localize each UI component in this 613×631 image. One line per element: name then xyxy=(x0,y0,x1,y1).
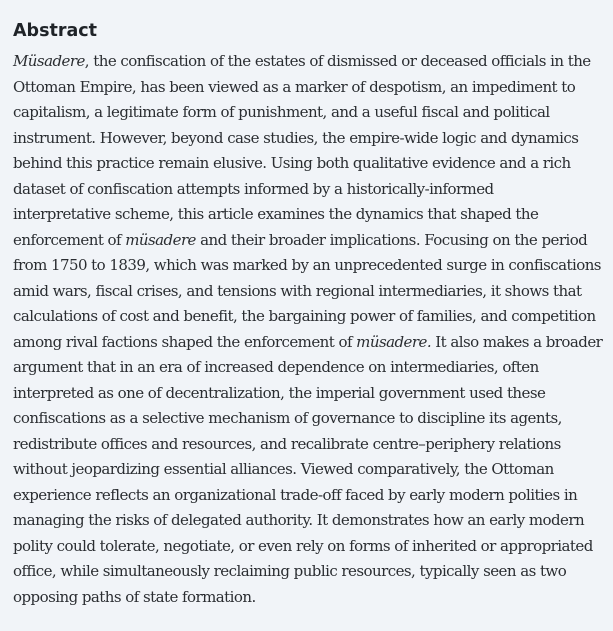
abstract-heading: Abstract xyxy=(13,21,98,41)
abstract-line xyxy=(13,202,607,228)
abstract-body xyxy=(13,49,607,610)
abstract-text: without jeopardizing essential alliances. Viewed comparatively, the Ottoman xyxy=(13,460,554,478)
italic-term: müsadere. xyxy=(356,332,432,351)
abstract-text: interpretative scheme, this article examines the dynamics that shaped the xyxy=(13,205,539,223)
abstract-line xyxy=(13,381,607,407)
abstract-text: managing the risks of delegated authority. It demonstrates how an early modern xyxy=(13,511,585,529)
abstract-line xyxy=(13,279,607,305)
abstract-line xyxy=(13,508,607,534)
abstract-text: Ottoman Empire, has been viewed as a marker of despotism, an impediment to xyxy=(13,77,576,96)
italic-term: müsadere xyxy=(125,230,196,249)
abstract-text: dataset of confiscation attempts informed by a historically-informed xyxy=(13,179,494,198)
abstract-line xyxy=(13,432,607,458)
abstract-text: experience reflects an organizational trade-off faced by early modern polities in xyxy=(13,485,578,504)
abstract-line xyxy=(13,49,607,75)
abstract-text: among rival factions shaped the enforcement of xyxy=(13,332,357,351)
abstract-text: opposing paths of state formation. xyxy=(13,587,256,606)
abstract-text: amid wars, fiscal crises, and tensions with regional intermediaries, it shows that xyxy=(13,281,582,300)
abstract-text: argument that in an era of increased dependence on intermediaries, often xyxy=(13,358,539,376)
abstract-text: from 1750 to 1839, which was marked by an unprecedented surge in confiscations xyxy=(13,256,601,274)
abstract-text: polity could tolerate, negotiate, or even rely on forms of inherited or appropriated xyxy=(13,536,593,555)
abstract-section xyxy=(13,20,607,610)
abstract-text: enforcement of xyxy=(13,230,126,249)
abstract-text: interpreted as one of decentralization, the imperial government used these xyxy=(13,383,546,402)
abstract-line xyxy=(13,177,607,203)
abstract-text: redistribute offices and resources, and recalibrate centre–periphery relations xyxy=(13,434,561,453)
abstract-line xyxy=(13,406,607,432)
abstract-line xyxy=(13,228,607,254)
abstract-line xyxy=(13,151,607,177)
abstract-line xyxy=(13,585,607,611)
abstract-line xyxy=(13,483,607,509)
abstract-text: It also makes a broader xyxy=(431,332,603,351)
abstract-line xyxy=(13,534,607,560)
abstract-text: capitalism, a legitimate form of punishment, and a useful fiscal and political xyxy=(13,103,550,121)
abstract-line xyxy=(13,330,607,356)
abstract-text: instrument. However, beyond case studies, the empire-wide logic and dynamics xyxy=(13,128,579,147)
italic-term: Müsadere xyxy=(13,52,85,70)
abstract-text: confiscations as a selective mechanism of governance to discipline its agents, xyxy=(13,409,562,427)
abstract-text: behind this practice remain elusive. Using both qualitative evidence and a rich xyxy=(13,154,571,172)
abstract-line xyxy=(13,355,607,381)
abstract-text: calculations of cost and benefit, the bargaining power of families, and competition xyxy=(13,307,596,325)
abstract-line xyxy=(13,126,607,152)
abstract-text: , the confiscation of the estates of dismissed or deceased officials in the xyxy=(84,52,591,70)
abstract-line xyxy=(13,304,607,330)
abstract-text: office, while simultaneously reclaiming public resources, typically seen as two xyxy=(13,562,567,580)
abstract-text: and their broader implications. Focusing on the period xyxy=(195,230,588,249)
abstract-line xyxy=(13,559,607,585)
abstract-line xyxy=(13,75,607,101)
abstract-line xyxy=(13,100,607,126)
abstract-line xyxy=(13,253,607,279)
abstract-line xyxy=(13,457,607,483)
